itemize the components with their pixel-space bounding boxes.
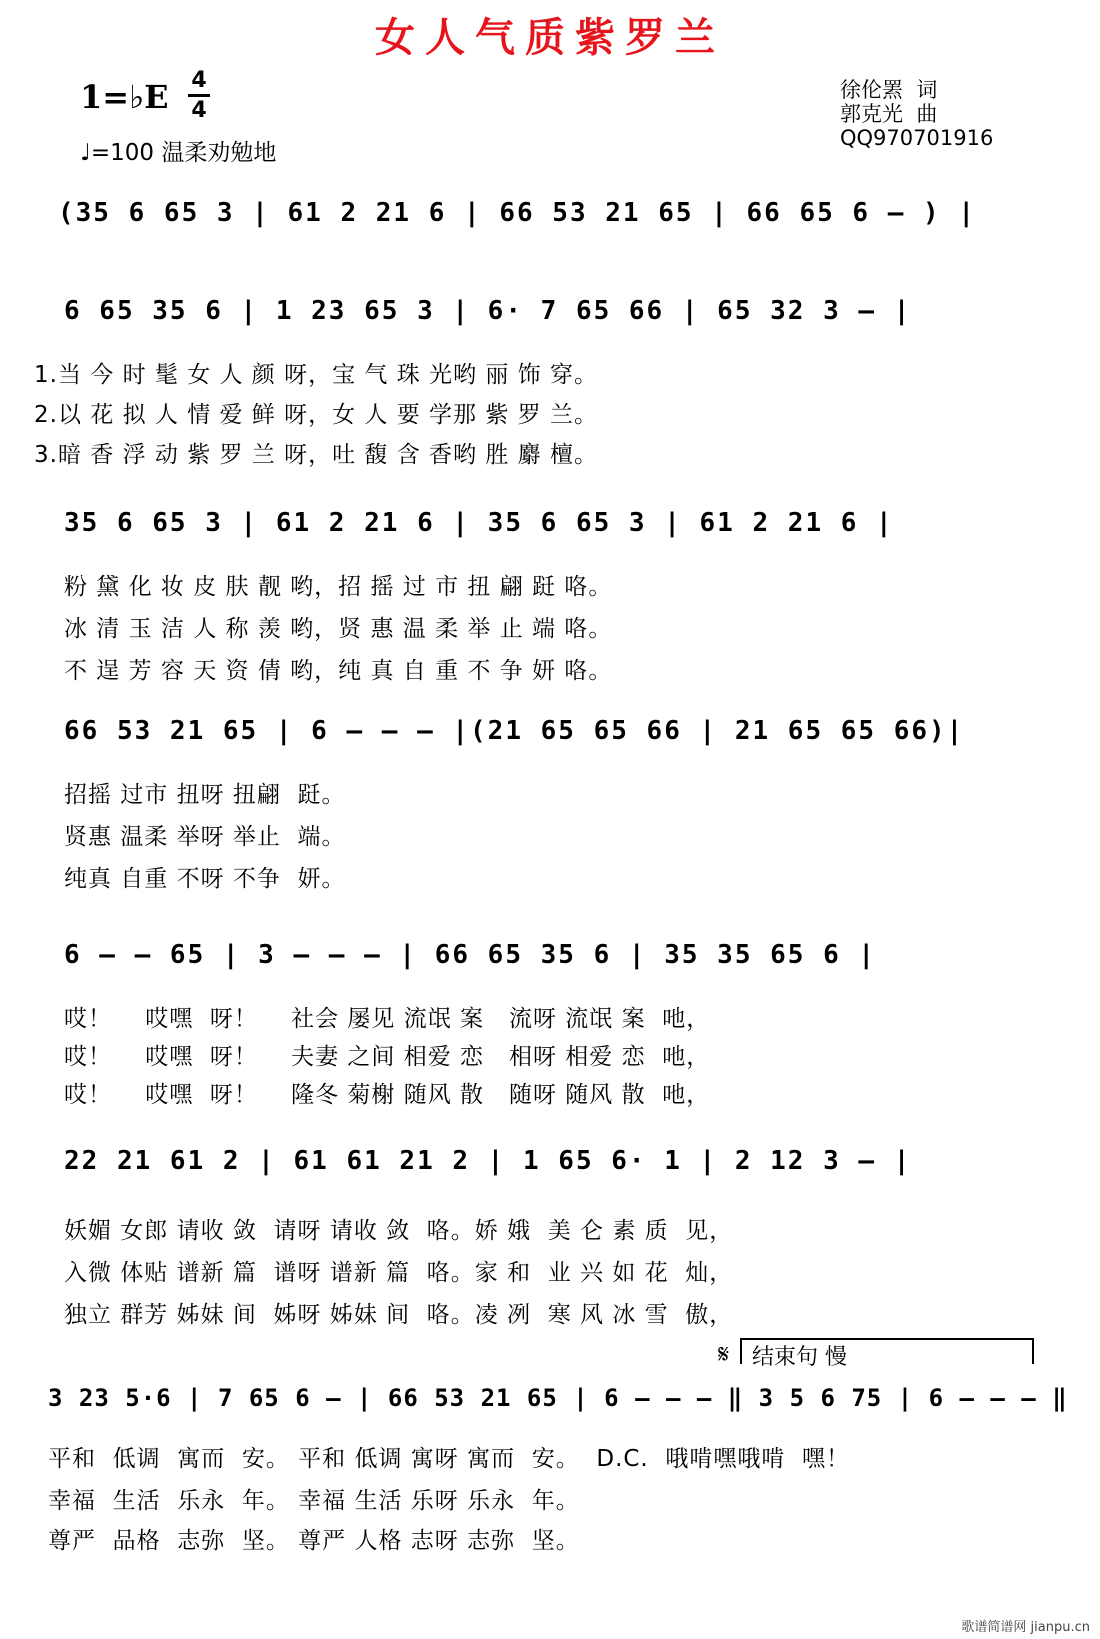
- ending-bracket: 结束句 慢: [740, 1338, 1034, 1364]
- qq-number: QQ970701916: [840, 126, 994, 150]
- lyric-row-5-v1: 妖媚 女郎 请收 敛 请呀 请收 敛 咯。娇 娥 美 仑 素 质 见，: [64, 1218, 734, 1244]
- notation-row-5: 22 21 61 2 | 61 61 21 2 | 1 65 6· 1 | 2 12 3 – |: [64, 1146, 912, 1176]
- meter-top: 4: [191, 68, 207, 93]
- lyric-row-3-v3: 纯真 自重 不呀 不争 妍。: [64, 866, 346, 892]
- lyric-row-5-v3: 独立 群芳 姊妹 间 姊呀 姊妹 间 咯。凌 冽 寒 风 冰 雪 傲，: [64, 1302, 734, 1328]
- lyric-row-1-v1: 1.当 今 时 髦 女 人 颜 呀，宝 气 珠 光哟 丽 饰 穿。: [34, 362, 598, 388]
- segno-sign: 𝄋: [718, 1340, 730, 1370]
- notation-row-3: 66 53 21 65 | 6 – – – |(21 65 65 66 | 21 65 65 66)|: [64, 716, 965, 746]
- tempo-marking: ♩=100 温柔劝勉地: [80, 140, 277, 166]
- lyric-row-6-v2: 幸福 生活 乐永 年。 幸福 生活 乐呀 乐永 年。: [48, 1488, 580, 1514]
- lyric-row-3-v2: 贤惠 温柔 举呀 举止 端。: [64, 824, 346, 850]
- composer: 郭克光 曲: [840, 102, 938, 126]
- credits: [840, 78, 993, 150]
- lyric-row-3-v1: 招摇 过市 扭呀 扭翩 跹。: [64, 782, 346, 808]
- song-title: 女人气质紫罗兰: [375, 14, 725, 61]
- notation-row-1: 6 65 35 6 | 1 23 65 3 | 6· 7 65 66 | 65 32 3 – |: [64, 296, 912, 326]
- meter-bar: [188, 94, 210, 97]
- lyric-row-2-v2: 冰 清 玉 洁 人 称 羡 哟，贤 惠 温 柔 举 止 端 咯。: [64, 616, 613, 642]
- lyric-row-1-v3: 3.暗 香 浮 动 紫 罗 兰 呀，吐 馥 含 香哟 胜 麝 檀。: [34, 442, 598, 468]
- lyric-row-6-v1: 平和 低调 寓而 安。 平和 低调 寓呀 寓而 安。 D.C. 哦啃嘿哦啃 嘿！: [48, 1446, 850, 1472]
- lyric-row-2-v3: 不 逞 芳 容 天 资 倩 哟，纯 真 自 重 不 争 妍 咯。: [64, 658, 613, 684]
- site-watermark: 歌谱简谱网 jianpu.cn: [961, 1620, 1090, 1635]
- lyric-row-4-v1: 哎！ 哎嘿 呀！ 社会 屡见 流氓 案 流呀 流氓 案 吔，: [64, 1006, 711, 1032]
- key-signature: 1=♭E: [80, 78, 169, 116]
- lyric-row-2-v1: 粉 黛 化 妆 皮 肤 靓 哟，招 摇 过 市 扭 翩 跹 咯。: [64, 574, 613, 600]
- notation-row-2: 35 6 65 3 | 61 2 21 6 | 35 6 65 3 | 61 2 21 6 |: [64, 508, 894, 538]
- lyric-row-1-v2: 2.以 花 拟 人 情 爱 鲜 呀，女 人 要 学那 紫 罗 兰。: [34, 402, 598, 428]
- lyric-row-6-v3: 尊严 品格 志弥 坚。 尊严 人格 志呀 志弥 坚。: [48, 1528, 580, 1554]
- notation-row-0: (35 6 65 3 | 61 2 21 6 | 66 53 21 65 | 66 65 6 – ) |: [58, 198, 976, 228]
- lyric-row-4-v3: 哎！ 哎嘿 呀！ 隆冬 菊榭 随风 散 随呀 随风 散 吔，: [64, 1082, 711, 1108]
- meter-bottom: 4: [191, 98, 207, 123]
- lyricist: 徐伦罴 词: [840, 78, 938, 102]
- time-signature: [188, 68, 210, 123]
- notation-row-4: 6 – – 65 | 3 – – – | 66 65 35 6 | 35 35 65 6 |: [64, 940, 877, 970]
- notation-row-6: 3 23 5·6 | 7 65 6 – | 66 53 21 65 | 6 – – – ‖ 3 5 6 75 | 6 – – – ‖: [48, 1384, 1068, 1412]
- lyric-row-4-v2: 哎！ 哎嘿 呀！ 夫妻 之间 相爱 恋 相呀 相爱 恋 吔，: [64, 1044, 711, 1070]
- lyric-row-5-v2: 入微 体贴 谱新 篇 谱呀 谱新 篇 咯。家 和 业 兴 如 花 灿，: [64, 1260, 734, 1286]
